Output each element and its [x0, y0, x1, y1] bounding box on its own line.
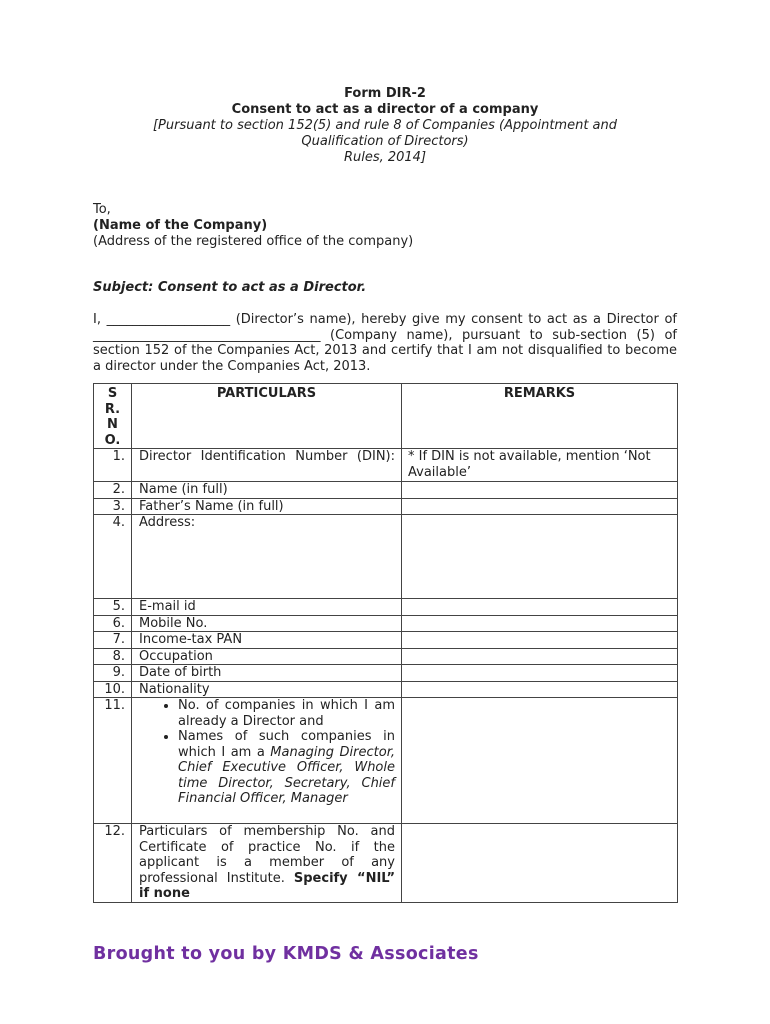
table-row — [94, 665, 678, 682]
row-remarks — [402, 681, 678, 698]
pursuant-line-3: Rules, 2014] — [343, 150, 427, 165]
row-number: 7. — [94, 632, 132, 649]
row-remarks — [402, 648, 678, 665]
row-particulars — [132, 824, 402, 903]
row-number: 4. — [94, 515, 132, 599]
remarks-header-cell — [402, 384, 678, 449]
bullet-directorships: • No. of companies in which I am already a Director and — [178, 698, 395, 729]
row-remarks — [402, 515, 678, 599]
row-number: 10. — [94, 681, 132, 698]
row-remarks — [402, 498, 678, 515]
row-number: 1. — [94, 449, 132, 482]
consent-paragraph: I, ___________________ (Director’s name), hereby give my consent to act as a Director of ___________________________________ (Company name), pursuant to sub-section (5) of section 152 of the Companies Act, 2013 and certify that I am not disqualified to become a director under the Companies Act, 2013. — [93, 312, 677, 374]
row-remarks — [402, 665, 678, 682]
table-row — [94, 498, 678, 515]
row-number: 6. — [94, 615, 132, 632]
company-address-placeholder: (Address of the registered office of the company) — [93, 234, 414, 249]
table-row — [94, 515, 678, 599]
row-particulars: Date of birth — [132, 665, 402, 682]
row-remarks — [402, 632, 678, 649]
footer-credit: Brought to you by KMDS & Associates — [93, 944, 479, 964]
table-row — [94, 615, 678, 632]
table-row — [94, 824, 678, 903]
sr-header-cell — [94, 384, 132, 449]
row-number: 11. — [94, 698, 132, 824]
pursuant-line-1: [Pursuant to section 152(5) and rule 8 of Companies (Appointment and — [152, 118, 618, 133]
row-remarks — [402, 615, 678, 632]
form-page — [93, 86, 677, 387]
row-particulars: Income-tax PAN — [132, 632, 402, 649]
companies-bullet-list — [132, 698, 395, 807]
form-subtitle: Consent to act as a director of a company — [231, 102, 539, 117]
row-number: 12. — [94, 824, 132, 903]
pursuant-line-2: Qualification of Directors) — [301, 134, 469, 149]
table-row — [94, 681, 678, 698]
row-remarks — [402, 482, 678, 499]
remarks-header: REMARKS — [503, 386, 576, 401]
particulars-table — [93, 383, 678, 903]
table-row — [94, 599, 678, 616]
specify-nil-note: Specify “NIL” if none — [139, 870, 396, 901]
row-remarks — [402, 698, 678, 824]
form-title: Form DIR-2 — [344, 86, 426, 101]
row-number: 3. — [94, 498, 132, 515]
table-row — [94, 482, 678, 499]
particulars-header: PARTICULARS — [216, 386, 317, 401]
row-particulars — [132, 698, 402, 824]
table-row — [94, 698, 678, 824]
row-number: 8. — [94, 648, 132, 665]
row-particulars: Father’s Name (in full) — [132, 498, 402, 515]
row-remarks — [402, 824, 678, 903]
subject-line: Subject: Consent to act as a Director. — [93, 280, 367, 295]
company-name-placeholder: (Name of the Company) — [93, 218, 268, 233]
bullet-key-positions-text: Names of such companies in which I am a — [178, 729, 395, 760]
row-particulars: E-mail id — [132, 599, 402, 616]
row-particulars: Address: — [132, 515, 402, 599]
row-remarks: * If DIN is not available, mention ‘Not Available’ — [402, 449, 678, 482]
table-row — [94, 632, 678, 649]
addressee-block — [93, 202, 677, 250]
table-row — [94, 449, 678, 482]
form-header — [93, 86, 677, 166]
row-particulars: Mobile No. — [132, 615, 402, 632]
row-particulars: Nationality — [132, 681, 402, 698]
row-number: 9. — [94, 665, 132, 682]
table-row — [94, 648, 678, 665]
membership-text: Particulars of membership No. and Certificate of practice No. if the applicant is a member of any professional Institute. — [139, 824, 395, 886]
bullet-key-positions-roles: Managing Director, Chief Executive Officer, Whole time Director, Secretary, Chief Financial Officer, Manager — [178, 744, 395, 806]
table-header-row — [94, 384, 678, 449]
sr-header: SR. N O. — [104, 386, 121, 448]
row-particulars: Director Identification Number (DIN): — [132, 449, 402, 482]
row-particulars: Occupation — [132, 648, 402, 665]
row-number: 5. — [94, 599, 132, 616]
row-particulars: Name (in full) — [132, 482, 402, 499]
to-label: To, — [93, 202, 111, 217]
particulars-header-cell — [132, 384, 402, 449]
row-number: 2. — [94, 482, 132, 499]
bullet-key-positions — [178, 729, 395, 807]
row-remarks — [402, 599, 678, 616]
